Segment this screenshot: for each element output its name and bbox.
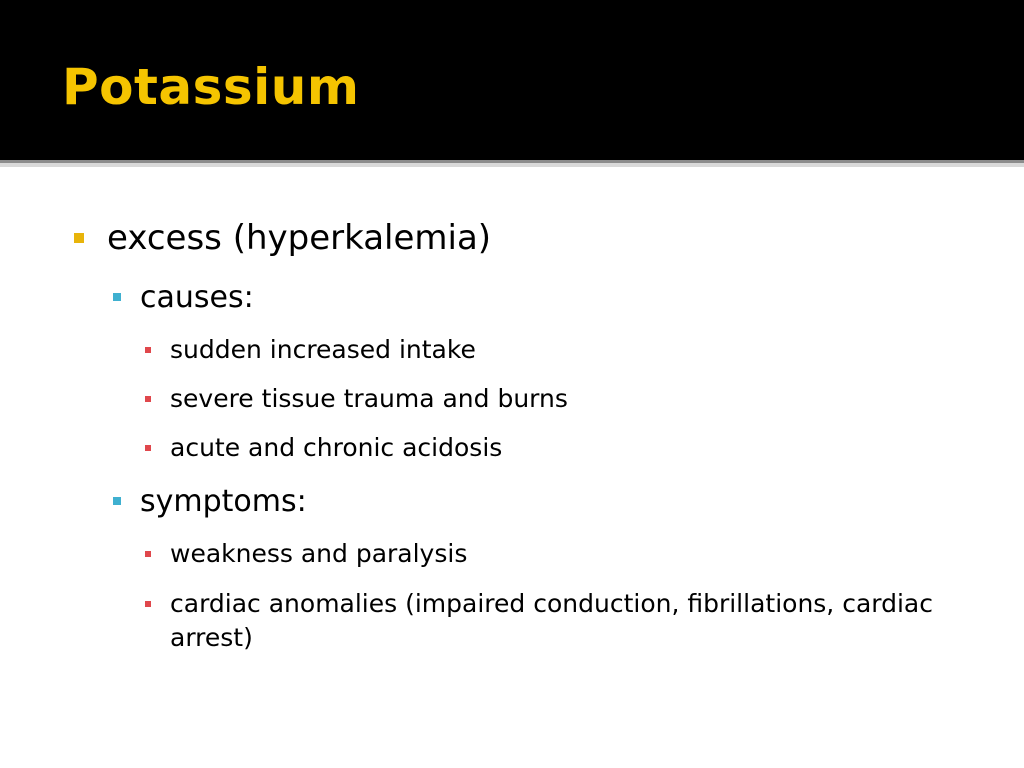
bullet-symptoms: symptoms: — [140, 484, 307, 519]
square-bullet-icon — [145, 551, 151, 557]
slide-title: Potassium — [62, 58, 360, 116]
square-bullet-icon — [145, 396, 151, 402]
symptom-item: weakness and paralysis — [170, 539, 468, 568]
square-bullet-icon — [145, 347, 151, 353]
cause-item: acute and chronic acidosis — [170, 433, 503, 462]
square-bullet-icon — [113, 293, 121, 301]
cause-item: sudden increased intake — [170, 335, 476, 364]
square-bullet-icon — [113, 497, 121, 505]
symptom-item: cardiac anomalies (impaired conduction, fibrillations, cardiac arrest) — [170, 589, 933, 652]
bullet-causes: causes: — [140, 280, 254, 315]
square-bullet-icon — [145, 601, 151, 607]
square-bullet-icon — [74, 233, 84, 243]
bullet-excess: excess (hyperkalemia) — [107, 218, 492, 258]
cause-item: severe tissue trauma and burns — [170, 384, 568, 413]
square-bullet-icon — [145, 445, 151, 451]
